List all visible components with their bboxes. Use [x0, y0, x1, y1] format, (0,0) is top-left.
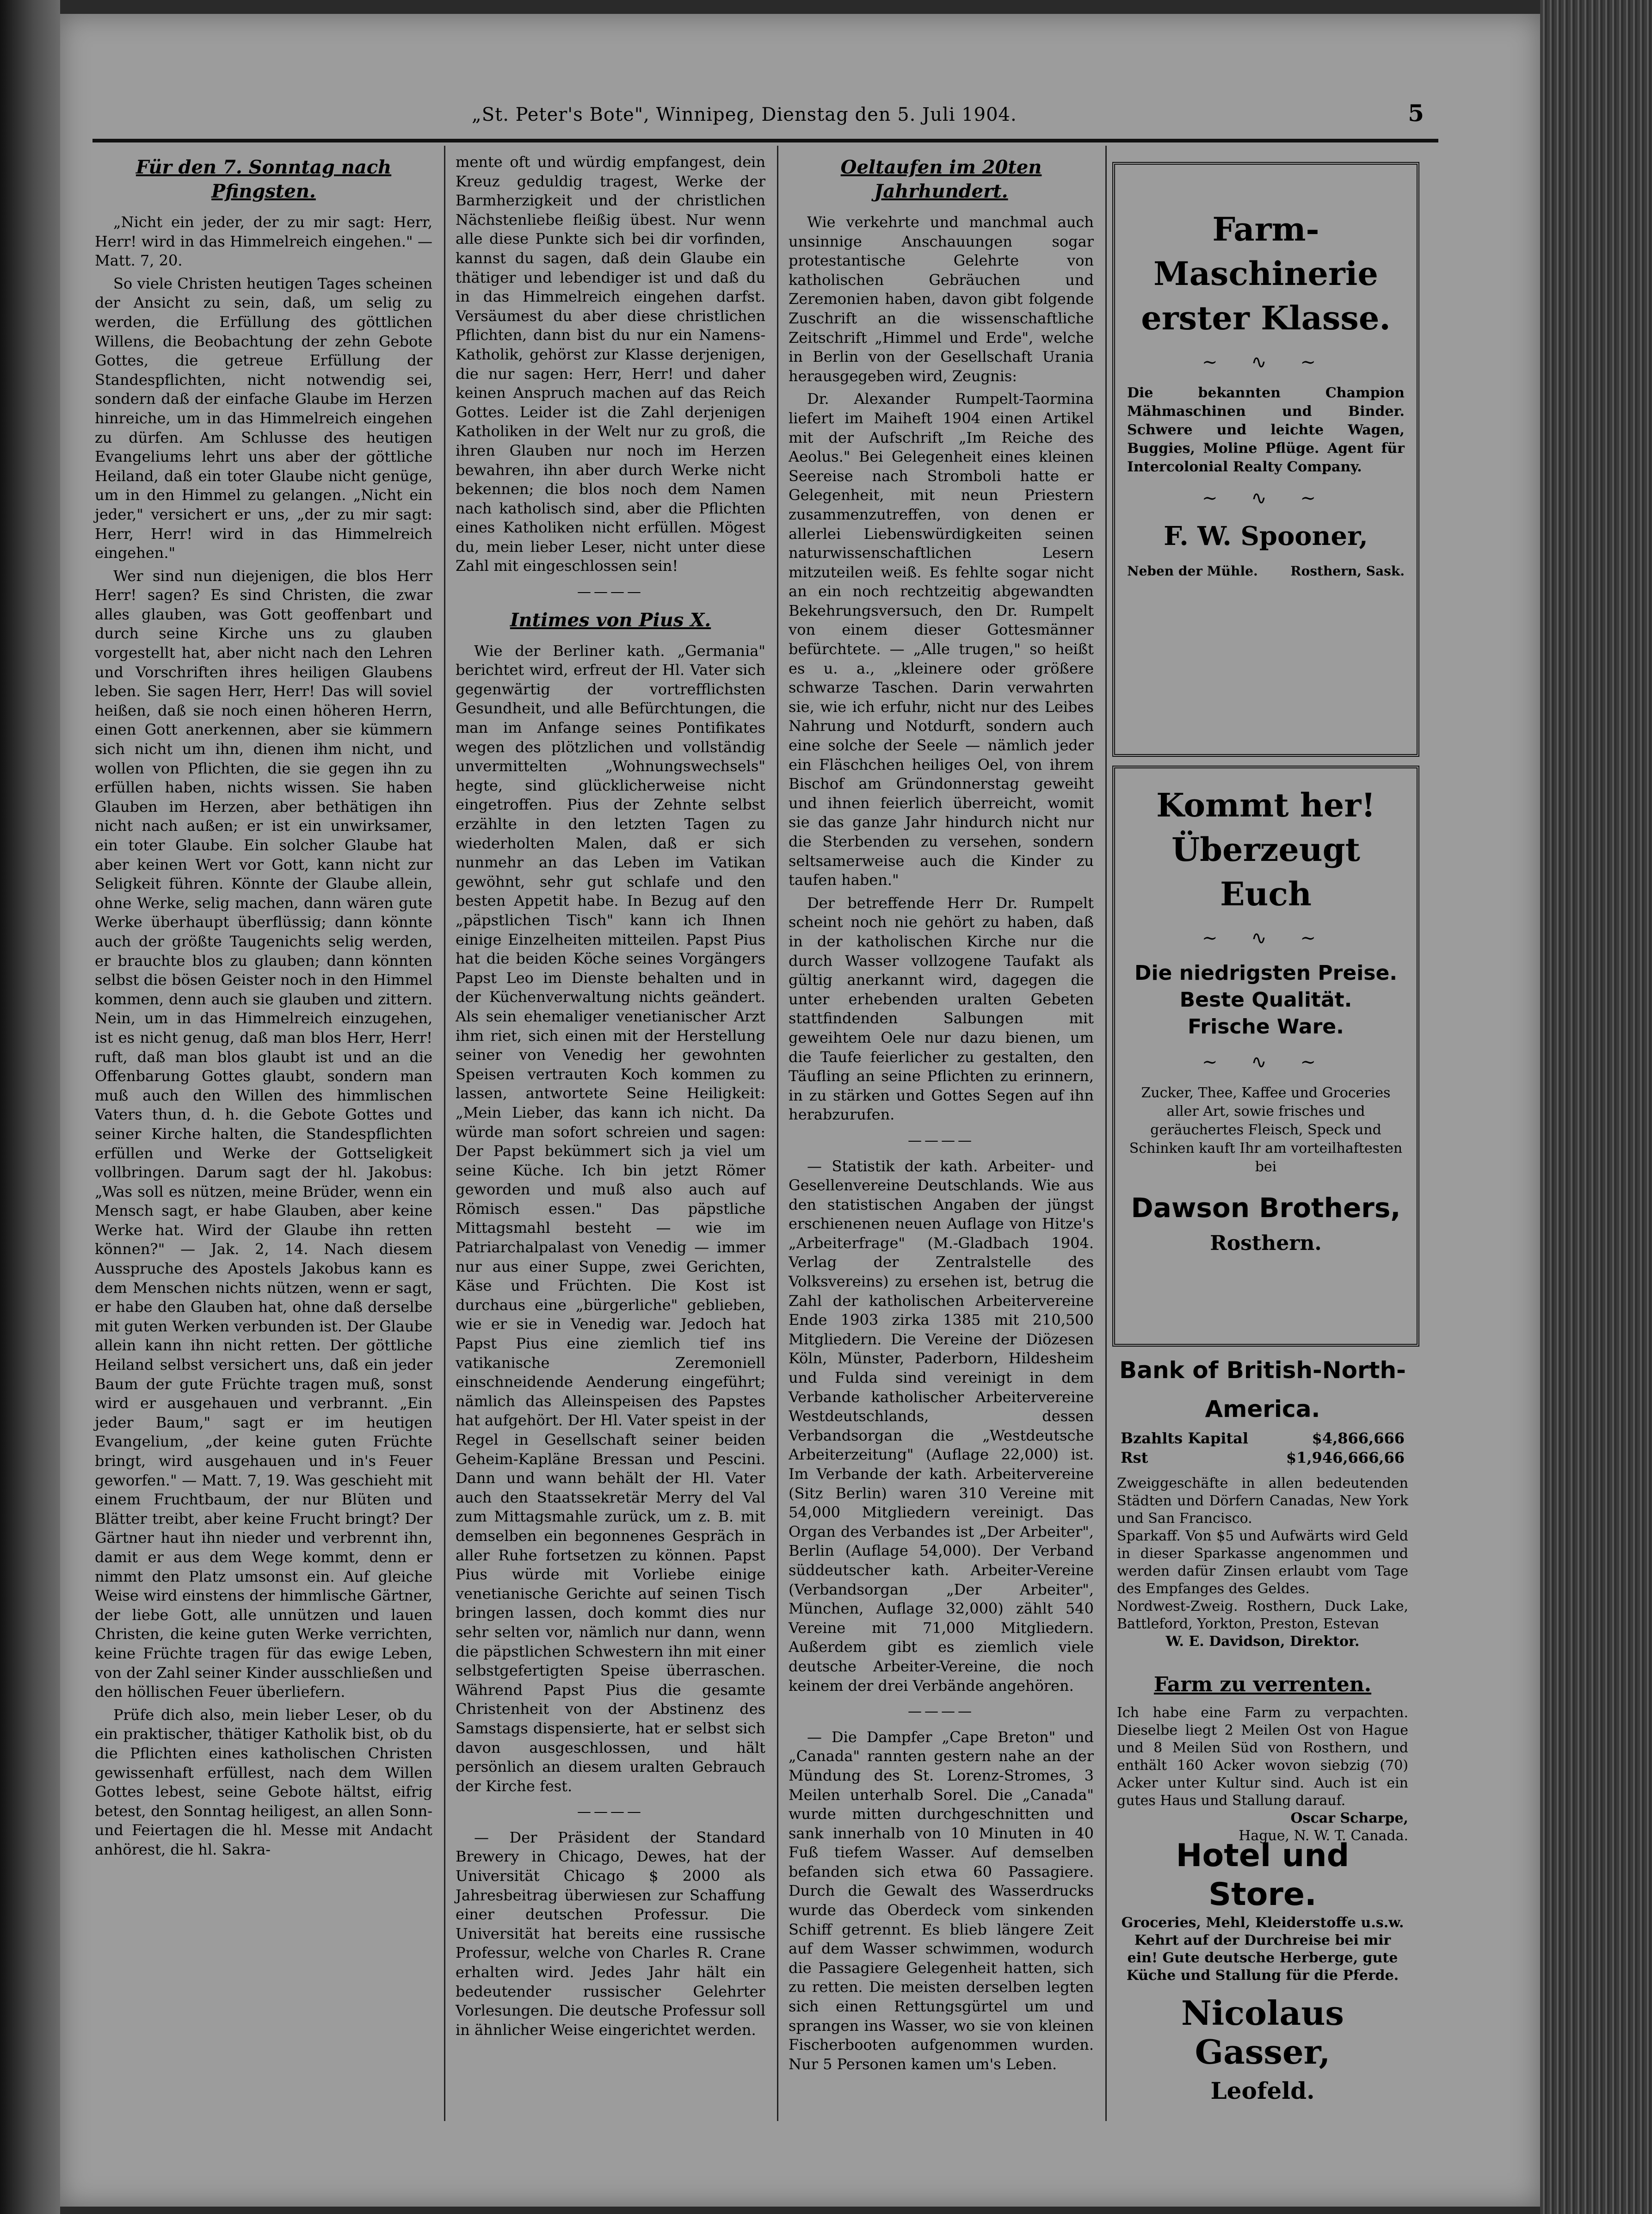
ad-body: Groceries, Mehl, Kleiderstoffe u.s.w. Kehrt auf der Durchreise bei mir ein! Gute deutsche Herberge, gute Küche und Stallung für die Pferde.	[1121, 1915, 1404, 1984]
ad-body: Zweiggeschäfte in allen bedeutenden Städten und Dörfern Canadas, New York und San Francisco.	[1117, 1475, 1408, 1527]
ad-headline: Kommt her!	[1156, 786, 1375, 824]
ornament: ∼ ∿ ∼	[1202, 352, 1330, 373]
ad-body: Die bekannten Champion Mähmaschinen und Binder. Schwere und leichte Wagen, Buggies, Moline Pflüge. Agent für Intercolonial Realty Company.	[1127, 385, 1405, 475]
bank-label: Bzahlts Kapital	[1121, 1429, 1249, 1447]
article-title: Intimes von Pius X.	[510, 609, 711, 631]
ad-body: Ich habe eine Farm zu verpachten. Dieselbe liegt 2 Meilen Ost von Hague und 8 Meilen Süd von Rosthern, und enthält 160 Acker wovon siebzig (70) Acker unter Kultur sind. Auch ist ein gutes Haus und Stallung darauf.	[1117, 1705, 1408, 1809]
bank-title: Bank of British-North-America.	[1119, 1357, 1406, 1422]
ornament: ∼ ∿ ∼	[1202, 488, 1330, 509]
page-stack-edge	[1540, 0, 1652, 2214]
paragraph: Wer sind nun diejenigen, die blos Herr Herr! sagen? Es sind Christen, die zwar alles glauben, was Gott geoffenbart und durch seine Kirche uns zu glauben vorgestellt hat, aber nicht nach den Lehren und Vorschriften ihres heiligen Glaubens leben. Sie sagen Herr, Herr! Das will soviel heißen, daß sie noch einen höheren Herrn, einen Gott anerkennen, aber sie kümmern sich nicht um ihn, dienen ihm nicht, und wollen von Pflichten, die sie gegen ihn zu erfüllen haben, nichts wissen. Sie haben Glauben im Herzen, aber bethätigen ihn nicht nach außen; er ist ein unwirksamer, ein toter Glaube. Ein solcher Glaube hat aber keinen Wert vor Gott, kann nicht zur Seligkeit führen. Könnte der Glaube allein, ohne Werke, selig machen, dann wären gute Werke überhaupt überflüssig; dann könnte auch der größte Taugenichts selig werden, er brauchte blos zu glauben; dann könnten selbst die bösen Geister noch in den Himmel kommen, denn auch sie glauben und zittern. Nein, um in das Himmelreich einzugehen, ist es nicht genug, daß man blos Herr, Herr! ruft, daß man blos glaubt ist und an die Offenbarung Gottes glaubt, sondern man muß auch den Willen des himmlischen Vaters thun, d. h. die Gebote Gottes und seiner Kirche halten, die Standespflichten erfüllen und Werke der Gottseligkeit vollbringen. Darum sagt der hl. Jakobus: „Was soll es nützen, meine Brüder, wenn ein Mensch sagt, er habe Glauben, aber keine Werke hat. Wird der Glaube ihn retten können?" — Jak. 2, 14. Nach diesem Ausspruche des Apostels Jakobus kann es dem Menschen nichts nützen, wenn er sagt, er habe den Glauben hat, ohne daß derselbe mit guten Werken verbunden ist. Der Glaube allein kann ihn nicht retten. Der göttliche Heiland selbst versichert uns, daß ein jeder Baum der gute Früchte tragen muß, sonst wird er ausgehauen und verbrannt. „Ein jeder Baum," sagt er im heutigen Evangelium, „der keine guten Früchte bringt, wird ausgehauen und in's Feuer geworfen." — Matt. 7, 19. Was geschieht mit einem Fruchtbaum, der nur Blüten und Blätter treibt, aber keine Frucht bringt? Der Gärtner haut ihn nieder und verbrennt ihn, damit er aus dem Wege kommt, denn er nimmt den Platz umsonst ein. Auf gleiche Weise wird einstens der himmlische Gärtner, der liebe Gott, alle unnützen und lauen Christen, die keine guten Werke verrichten, keine Früchte tragen für das ewige Leben, von der Zahl seiner Kinder ausschließen und den höllischen Feuer überliefern.	[95, 567, 432, 1701]
paragraph: mente oft und würdig empfangest, dein Kreuz geduldig tragest, Werke der Barmherzigkeit und der christlichen Nächstenliebe fleißig übest. Nur wenn alle diese Punkte sich bei dir vorfinden, kannst du sagen, daß dein Glaube ein thätiger und lebendiger ist und daß du in das Himmelreich eingehen darfst. Versäumest du aber diese christlichen Pflichten, dann bist du nur ein Namens-Katholik, gehörst zur Klasse derjenigen, die nur sagen: Herr, Herr! und daher keinen Anspruch machen auf das Reich Gottes. Leider ist die Zahl derjenigen Katholiken in der Welt nur zu groß, die ihren Glauben nur noch im Herzen bewahren, ihn aber durch Werke nicht bekennen; die blos noch dem Namen nach katholisch sind, aber die Pflichten eines Katholiken nicht erfüllen. Mögest du, mein lieber Leser, nicht unter diese Zahl mit eingeschlossen sein!	[456, 153, 765, 575]
bank-value: $4,866,666	[1312, 1429, 1405, 1447]
ad-farm-machinery	[1112, 162, 1419, 757]
bank-capital-table	[1117, 1429, 1408, 1467]
ad-hotel-store	[1117, 1837, 1408, 2110]
column-rule	[777, 146, 778, 2121]
ad-name: Dawson Brothers,	[1131, 1192, 1401, 1224]
bank-director: W. E. Davidson, Direktor.	[1165, 1633, 1360, 1650]
column-rule	[1105, 146, 1107, 2121]
ad-title: erster Klasse.	[1141, 299, 1391, 337]
ornament: ∼ ∿ ∼	[1202, 1051, 1330, 1073]
ornament: ∼ ∿ ∼	[1202, 928, 1330, 949]
ad-name: F. W. Spooner,	[1164, 521, 1368, 551]
separator: ————	[908, 1132, 974, 1149]
ad-line: Die niedrigsten Preise.	[1134, 961, 1398, 985]
ad-location-right: Rosthern, Sask.	[1290, 563, 1405, 579]
separator: ————	[908, 1703, 974, 1720]
article-title: Für den 7. Sonntag nach Pfingsten.	[136, 156, 392, 202]
paragraph: Prüfe dich also, mein lieber Leser, ob du ein praktischer, thätiger Katholik bist, ob du die Pflichten eines katholischen Christen gewissenhaft erfüllest, nach dem Willen Gottes lebest, seine Gebote hältst, eifrig betest, den Sonntag heiligest, an allen Sonn- und Feiertagen die hl. Messe mit Andacht anhörest, die hl. Sakra-	[95, 1706, 432, 1858]
header-rule	[92, 139, 1438, 142]
paragraph: Wie der Berliner kath. „Germania" berichtet wird, erfreut der Hl. Vater sich gegenwärtig der vortrefflichsten Gesundheit, und alle Befürchtungen, die man im Anfange seines Pontifikates wegen des plötzlichen und vollständig unvermittelten „Wohnungswechsels" hegte, sind glücklicherweise nicht eingetroffen. Pius der Zehnte selbst erzählte in den letzten Tagen zu wiederholten Malen, daß er sich nunmehr an das Leben im Vatikan gewöhnt, sehr gut schlafe und den besten Appetit habe. In Bezug auf den „päpstlichen Tisch" kann ich Ihnen einige Einzelheiten mitteilen. Papst Pius hat die beiden Köche seines Vorgängers Papst Leo im Dienste behalten und in der Küchenverwaltung nichts geändert. Als sein ehemaliger venetianischer Arzt ihm riet, sich einen mit der Herstellung seiner von Venedig her gewohnten Speisen vertrauten Koch kommen zu lassen, antwortete Seine Heiligkeit: „Mein Lieber, das kann ich nicht. Da würde man sofort schreien und sagen: Der Papst bekümmert sich ja viel um seine Küche. Ich bin jetzt Römer geworden und muß also auch auf Römisch essen." Das päpstliche Mittagsmahl besteht — wie im Patriarchalpalast von Venedig — immer nur aus einer Suppe, zwei Gerichten, Käse und Früchten. Die Kost ist durchaus eine „bürgerliche" geblieben, wie er sie in Venedig war. Jedoch hat Papst Pius eine ziemlich tief ins vatikanische Zeremoniell einschneidende Aenderung eingeführt; nämlich das Alleinspeisen des Papstes hat aufgehört. Der Hl. Vater speist in der Regel in Gesellschaft seiner beiden Geheim-Kapläne Bressan und Pescini. Dann und wann behält der Hl. Vater auch den Staatssekretär Merry del Val zum Mittagsmahle zurück, um z. B. mit demselben ein begonnenes Gespräch in aller Ruhe fortsetzen zu können. Papst Pius würde mit Vorliebe einige venetianische Gerichte auf seinen Tisch bringen lassen, doch kommt dies nur sehr selten vor, nämlich nur dann, wenn die päpstlichen Schwestern ihn mit einer selbstgefertigten Speise überraschen. Während Papst Pius die gesamte Christenheit von der Abstinenz des Samstags dispensierte, hat er selbst sich davon ausgeschlossen, und hält persönlich an diesem uralten Gebrauch der Kirche fest.	[456, 642, 765, 1795]
separator: ————	[577, 584, 644, 600]
ad-name: Oscar Scharpe,	[1290, 1810, 1408, 1826]
ad-title: Maschinerie	[1153, 254, 1378, 293]
ad-title: Farm zu verrenten.	[1153, 1673, 1372, 1696]
ad-title: Farm-	[1212, 210, 1319, 248]
paragraph: — Statistik der kath. Arbeiter- und Gesellenvereine Deutschlands. Wie aus den statistischen Angaben der jüngst erschienenen neuen Auflage von Hitze's „Arbeiterfrage" (M.-Gladbach 1904. Verlag der Zentralstelle des Volksvereins) zu ersehen ist, betrug die Zahl der katholischen Arbeitervereine Ende 1903 zirka 1385 mit 210,500 Mitgliedern. Die Vereine der Diözesen Köln, Münster, Paderborn, Hildesheim und Fulda sind vereinigt in dem Verbande katholischer Arbeitervereine Westdeutschlands, dessen Verbandsorgan die „Westdeutsche Arbeiterzeitung" (Auflage 22,000) ist. Im Verbande der kath. Arbeitervereine (Sitz Berlin) waren 310 Vereine mit 54,000 Mitgliedern vereinigt. Das Organ des Verbandes ist „Der Arbeiter", Berlin (Auflage 54,000). Der Verband süddeutscher kath. Arbeiter-Vereine (Verbandsorgan „Der Arbeiter", München, Auflage 32,000) zählt 540 Vereine mit 71,000 Mitgliedern. Außerdem gibt es ziemlich viele deutsche Arbeiter-Vereine, die noch keinem der drei Verbände angehören.	[789, 1157, 1094, 1695]
separator: ————	[577, 1804, 644, 1820]
paragraph: — Der Präsident der Standard Brewery in Chicago, Dewes, hat der Universität Chicago $ 2000 als Jahresbeitrag überwiesen zur Schaffung einer deutschen Professur. Die Universität hat bereits eine russische Professur, welche von Charles R. Crane erhalten wird. Jedes Jahr hält ein bedeutender russischer Gelehrter Vorlesungen. Die deutsche Professur soll in ähnlicher Weise eingerichtet werden.	[456, 1828, 765, 2039]
book-binding-left	[0, 0, 60, 2214]
ad-body: Nordwest-Zweig. Rosthern, Duck Lake, Battleford, Yorkton, Preston, Estevan	[1117, 1598, 1408, 1632]
page-header	[92, 99, 1434, 132]
ad-place: Hague, N. W. T. Canada.	[1239, 1828, 1408, 1844]
bank-row	[1117, 1429, 1408, 1448]
bank-row	[1117, 1448, 1408, 1467]
ad-name: Nicolaus Gasser,	[1181, 1993, 1344, 2072]
ad-body: Zucker, Thee, Kaffee und Groceries aller Art, sowie frisches und geräuchertes Fleisch, Speck und Schinken kauft Ihr am vorteilhaftesten bei	[1129, 1085, 1403, 1175]
ad-location	[1127, 563, 1405, 579]
column-1	[95, 153, 432, 1863]
bank-label: Rst	[1121, 1449, 1148, 1466]
ad-line: Frische Ware.	[1188, 1015, 1344, 1039]
ad-headline: Überzeugt Euch	[1171, 830, 1360, 913]
running-title: „St. Peter's Bote", Winnipeg, Dienstag den 5. Juli 1904.	[472, 104, 1017, 125]
page-number: 5	[1408, 99, 1424, 127]
ad-line: Beste Qualität.	[1179, 988, 1352, 1012]
article-title: Oeltaufen im 20ten Jahrhundert.	[840, 156, 1042, 202]
paragraph: Dr. Alexander Rumpelt-Taormina liefert im Maiheft 1904 einen Artikel mit der Aufschrift „Im Reiche des Aeolus." Bei Gelegenheit eines kleinen Seereise nach Stromboli hatte er Gelegenheit, mit neun Priestern zusammenzutreffen, von denen er allerlei Liebenswürdigkeiten seinen naturwissenschaftlichen Lesern mitzuteilen weiß. Es fehlte sogar nicht an ein noch rechtzeitig abgewandten Bekehrungsversuch, den Dr. Rumpelt von einem dieser Gottesmänner befürchtete. — „Alle trugen," so heißt es u. a., „kleinere oder größere schwarze Taschen. Darin verwahrten sie, wie ich erfuhr, nicht nur des Leibes Nahrung und Notdurft, sondern auch eine solche der Seele — nämlich jeder ein Fläschchen heiliges Oel, von ihrem Bischof am Gründonnerstag geweiht und ihnen feierlich überreicht, womit sie das ganze Jahr hindurch nicht nur die Sterbenden zu versehen, sondern seltsamerweise auch die Kinder zu taufen haben."	[789, 390, 1094, 889]
bank-value: $1,946,666,66	[1286, 1449, 1405, 1466]
column-2	[456, 153, 765, 2043]
ad-title: Hotel und Store.	[1176, 1837, 1350, 1913]
scripture-quote: „Nicht ein jeder, der zu mir sagt: Herr, Herr! wird in das Himmelreich eingehen." — Matt. 7, 20.	[95, 213, 432, 270]
paragraph: So viele Christen heutigen Tages scheinen der Ansicht zu sein, daß, um selig zu werden, die Erfüllung des göttlichen Willens, die Beobachtung der zehn Gebote Gottes, die getreue Erfüllung der Standespflichten, nicht notwendig sei, sondern daß der einfache Glaube im Herzen hinreiche, um in das Himmelreich eingehen zu dürfen. Am Schlusse des heutigen Evangeliums lehrt uns aber der göttliche Heiland, daß ein toter Glaube nicht genüge, um in den Himmel zu gelangen. „Nicht ein jeder," versichert er uns, „der zu mir sagt: Herr, Herr! wird in das Himmelreich eingehen."	[95, 274, 432, 562]
ad-farm-rent	[1117, 1665, 1408, 1845]
column-3	[789, 153, 1094, 2078]
paragraph: Der betreffende Herr Dr. Rumpelt scheint noch nie gehört zu haben, daß in der katholischen Kirche nur die durch Wasser vollzogene Taufakt als gültig anerkannt wird, dagegen die unter erhebenden uralten Gebeten stattfindenden Salbungen mit geweihtem Oele nur dazu bienen, um die Taufe feierlicher zu gestalten, den Täufling an seine Pflichten zu erinnern, in zu stärken und Gottes Segen auf ihn herabzurufen.	[789, 894, 1094, 1124]
ad-body: Sparkaff. Von $5 und Aufwärts wird Geld in dieser Sparkasse angenommen und werden dafür Zinsen erlaubt vom Tage des Empfanges des Geldes.	[1117, 1528, 1408, 1597]
ad-town: Leofeld.	[1210, 2077, 1315, 2104]
paragraph: Wie verkehrte und manchmal auch unsinnige Anschauungen sogar protestantische Gelehrte von katholischen Gebräuchen und Zeremonien haben, davon gibt folgende Zuschrift an die wissenschaftliche Zeitschrift „Himmel und Erde", welche in Berlin von der Gesellschaft Urania herausgegeben wird, Zeugnis:	[789, 213, 1094, 385]
ad-location-left: Neben der Mühle.	[1127, 563, 1258, 579]
ad-bank	[1117, 1351, 1408, 1651]
ad-dawson-brothers	[1112, 766, 1419, 1347]
paragraph: — Die Dampfer „Cape Breton" und „Canada" rannten gestern nahe an der Mündung des St. Lorenz-Stromes, 3 Meilen unterhalb Sorel. Die „Canada" wurde mitten durchgeschnitten und sank innerhalb von 10 Minuten in 40 Fuß tiefem Wasser. Auf demselben befanden sich etwa 60 Passagiere. Durch die Gewalt des Wasserdrucks wurde das Oberdeck vom sinkenden Schiff getrennt. Es blieb längere Zeit auf dem Wasser schwimmen, wodurch die Passagiere Gelegenheit hatten, sich zu retten. Die meisten derselben legten sich einen Rettungsgürtel um und sprangen ins Wasser, wo sie von kleinen Fischerbooten aufgenommen wurden. Nur 5 Personen kamen um's Leben.	[789, 1728, 1094, 2073]
ad-town: Rosthern.	[1210, 1231, 1322, 1255]
column-rule	[444, 146, 445, 2121]
